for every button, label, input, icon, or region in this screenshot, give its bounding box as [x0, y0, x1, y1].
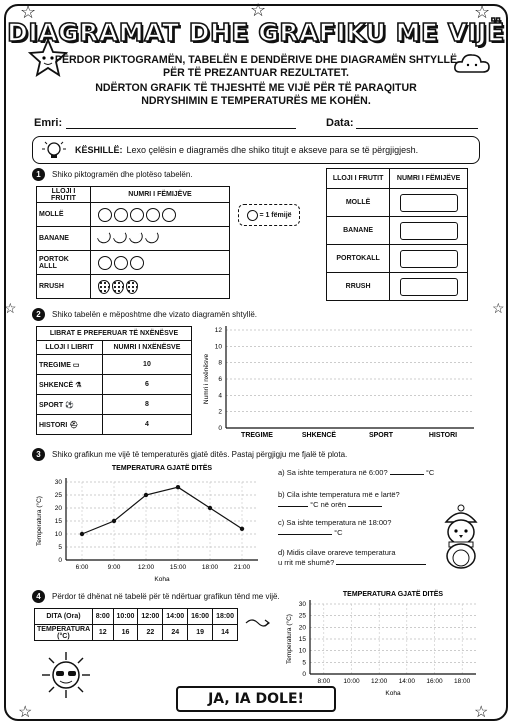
col-header: NUMRI I FËMIJËVE	[390, 169, 468, 189]
y-tick-label: 25	[54, 492, 62, 499]
answer-field[interactable]	[278, 506, 308, 507]
time-cell: 8:00	[92, 609, 113, 625]
y-tick-label: 30	[54, 479, 62, 486]
answer-box[interactable]	[400, 250, 458, 268]
col-header: LLOJI I LIBRIT	[37, 341, 103, 355]
star-icon: ☆	[250, 0, 267, 20]
unit-label: °C në orën	[310, 500, 347, 509]
y-tick-label: 20	[298, 624, 306, 632]
tip-text: Lexo çelësin e diagramës dhe shiko titujt e akseve para se të përgjigjesh.	[126, 145, 419, 155]
tip-label: KËSHILLË:	[75, 145, 123, 155]
books-table	[36, 326, 192, 435]
fruit-label: PORTOK ALLL	[37, 251, 91, 275]
apple-icons	[91, 203, 230, 227]
flask-icon: ⚗	[75, 381, 82, 389]
date-label: Data:	[326, 117, 354, 129]
section-number: 2	[32, 308, 45, 321]
book-value: 10	[102, 355, 191, 375]
x-tick-label: 21:00	[233, 564, 251, 571]
subtitle-line-1: PËRDOR PIKTOGRAMËN, TABELËN E DENDËRIVE DHE DIAGRAMËN SHTYLLË	[54, 54, 458, 66]
orange-icons	[91, 251, 230, 275]
fruit-label: MOLLË	[37, 203, 91, 227]
subtitle-line-3: NDËRTON GRAFIK TË THJESHTË ME VIJË PËR TË PARAQITUR	[95, 82, 417, 94]
subtitle-line-2: PËR TË PREZANTUAR REZULTATET.	[163, 67, 349, 79]
fruit-label: PORTOKALL	[327, 245, 390, 273]
x-tick-label: 8:00	[317, 678, 331, 685]
question-c: c) Sa ishte temperatura në 18:00?	[278, 518, 392, 527]
empty-line-chart-grid[interactable]	[284, 588, 480, 696]
y-tick-label: 6	[218, 376, 222, 383]
helmet-icon: ⛑	[69, 421, 79, 429]
answer-field[interactable]	[278, 534, 332, 535]
temp-cell: 16	[113, 625, 138, 641]
y-tick-label: 4	[218, 392, 222, 400]
y-tick-label: 0	[302, 671, 306, 678]
book-label: SHKENCË	[39, 381, 74, 389]
section-number: 1	[32, 168, 45, 181]
section-2-instruction: Shiko tabelën e mëposhtme dhe vizato diagramën shtyllë.	[52, 310, 258, 319]
x-tick-label: 15:00	[169, 564, 187, 571]
book-label: HISTORI	[39, 421, 68, 429]
x-tick-label: 12:00	[137, 564, 155, 571]
x-tick-label: 14:00	[398, 678, 415, 685]
answer-field[interactable]	[348, 506, 382, 507]
y-tick-label: 0	[218, 425, 222, 432]
book-label: SPORT	[39, 401, 64, 409]
time-cell: 10:00	[113, 609, 138, 625]
y-axis-label: Temperatura (°C)	[36, 496, 43, 546]
row-header: TEMPERATURA (°C)	[35, 625, 93, 641]
col-header: NUMRI I NXËNËSVE	[102, 341, 191, 355]
time-cell: 12:00	[138, 609, 163, 625]
subtitle-line-4: NDRYSHIMIN E TEMPERATURËS ME KOHËN.	[141, 95, 371, 107]
answer-box[interactable]	[400, 194, 458, 212]
book-value: 8	[102, 395, 191, 415]
tip-box	[32, 136, 480, 164]
fruit-label: RRUSH	[37, 275, 91, 299]
y-tick-label: 8	[218, 359, 222, 367]
fruit-frequency-table	[326, 168, 468, 301]
footer-banner: JA, IA DOLE!	[176, 686, 336, 712]
x-tick-label: 9:00	[107, 564, 121, 571]
y-axis-label: Temperatura (°C)	[286, 614, 293, 664]
temp-cell: 12	[92, 625, 113, 641]
apple-icon	[247, 210, 258, 221]
x-tick-label: 16:00	[426, 678, 443, 685]
x-tick-label: 6:00	[75, 564, 89, 571]
strawberry-icons	[91, 275, 230, 299]
x-axis-label: Koha	[385, 690, 401, 696]
data-point	[80, 532, 84, 536]
y-tick-label: 12	[214, 327, 222, 334]
y-tick-label: 10	[298, 647, 306, 655]
section-3-instruction: Shiko grafikun me vijë të temperaturës gjatë ditës. Pastaj përgjigju me fjalë të plota.	[52, 450, 348, 459]
name-label: Emri:	[34, 117, 63, 129]
book-label: TREGIME	[39, 361, 71, 369]
star-icon: ☆	[492, 300, 505, 316]
row-header: DITA (Ora)	[35, 609, 93, 625]
col-header: LLOJI I FRUTIT	[37, 187, 91, 203]
col-header: LLOJI I FRUTIT	[327, 169, 390, 189]
unit-label: °C	[425, 468, 435, 477]
question-a: a) Sa ishte temperatura në 6:00?	[278, 468, 388, 477]
question-d: d) Midis cilave orareve temperatura	[278, 548, 396, 557]
chart-title: TEMPERATURA GJATË DITËS	[342, 591, 444, 598]
question-b: b) Cila ishte temperatura më e lartë?	[278, 490, 400, 499]
temperature-line-chart	[34, 462, 264, 582]
temp-cell: 24	[163, 625, 188, 641]
lightbulb-icon	[39, 140, 69, 160]
pictogram-table	[36, 186, 230, 299]
book-value: 4	[102, 415, 191, 435]
fruit-label: RRUSH	[327, 273, 390, 301]
y-tick-label: 10	[214, 343, 222, 351]
y-axis-label: Numri i nxënësve	[203, 353, 210, 405]
bar-chart-grid[interactable]	[200, 322, 478, 442]
star-icon: ☆	[474, 704, 489, 721]
y-tick-label: 25	[298, 612, 306, 620]
star-icon: ☆	[20, 2, 37, 22]
answer-field[interactable]	[390, 474, 424, 475]
temp-cell: 14	[213, 625, 238, 641]
questions	[278, 468, 454, 568]
col-header: NUMRI I FËMIJËVE	[91, 187, 230, 203]
pictogram-key	[238, 204, 300, 226]
key-label: = 1 fëmijë	[259, 211, 292, 219]
x-axis-label: Koha	[154, 576, 170, 582]
y-tick-label: 10	[54, 531, 62, 538]
penguin-icon	[436, 504, 486, 570]
ball-icon: ⚽	[65, 401, 74, 409]
time-cell: 16:00	[188, 609, 213, 625]
y-tick-label: 20	[54, 505, 62, 512]
x-tick-label: 10:00	[343, 678, 360, 685]
answer-field[interactable]	[336, 564, 426, 565]
y-tick-label: 5	[58, 544, 62, 551]
name-field[interactable]	[66, 128, 296, 129]
series-line	[82, 487, 242, 534]
date-field[interactable]	[356, 128, 478, 129]
chart-title: TEMPERATURA GJATË DITËS	[111, 465, 213, 472]
table-title: LIBRAT E PREFERUAR TË NXËNËSVE	[37, 327, 192, 341]
y-tick-label: 5	[302, 659, 306, 667]
x-tick-label: HISTORI	[428, 432, 458, 439]
temp-cell: 22	[138, 625, 163, 641]
y-tick-label: 15	[298, 636, 306, 643]
banana-icons	[91, 227, 230, 251]
y-tick-label: 0	[58, 557, 62, 564]
book-icon: ▭	[72, 361, 80, 369]
section-4-instruction: Përdor të dhënat në tabelë për të ndërtuar grafikun tënd me vijë.	[52, 592, 280, 601]
x-tick-label: 18:00	[201, 564, 219, 571]
star-icon: ☆	[4, 300, 17, 316]
y-tick-label: 2	[218, 408, 222, 416]
y-tick-label: 15	[54, 518, 62, 525]
sun-icon	[38, 650, 94, 700]
temp-cell: 19	[188, 625, 213, 641]
x-tick-label: 12:00	[371, 678, 388, 685]
star-icon: ☆	[474, 2, 491, 22]
data-point	[176, 485, 180, 489]
x-tick-label: 18:00	[454, 678, 471, 685]
data-point	[240, 527, 244, 531]
section-number: 4	[32, 590, 45, 603]
time-cell: 18:00	[213, 609, 238, 625]
time-cell: 14:00	[163, 609, 188, 625]
page-title: DIAGRAMAT DHE GRAFIKU ME VIJË	[7, 18, 505, 47]
fruit-label: BANANE	[37, 227, 91, 251]
fruit-label: MOLLË	[327, 189, 390, 217]
arrow-icon	[244, 616, 272, 630]
question-d-cont: u rrit më shumë?	[278, 558, 335, 567]
x-tick-label: SHKENCË	[301, 432, 337, 439]
answer-box[interactable]	[400, 278, 458, 296]
book-value: 6	[102, 375, 191, 395]
data-point	[112, 519, 116, 523]
section-1-instruction: Shiko piktogramën dhe plotëso tabelën.	[52, 170, 193, 179]
x-tick-label: TREGIME	[241, 432, 273, 439]
star-icon: ☆	[18, 704, 33, 721]
data-point	[208, 506, 212, 510]
answer-box[interactable]	[400, 222, 458, 240]
data-point	[144, 493, 148, 497]
x-tick-label: SPORT	[368, 432, 394, 439]
y-tick-label: 30	[298, 601, 306, 608]
unit-label: °C	[334, 528, 343, 537]
section-number: 3	[32, 448, 45, 461]
temperature-data-table	[34, 608, 238, 641]
fruit-label: BANANE	[327, 217, 390, 245]
